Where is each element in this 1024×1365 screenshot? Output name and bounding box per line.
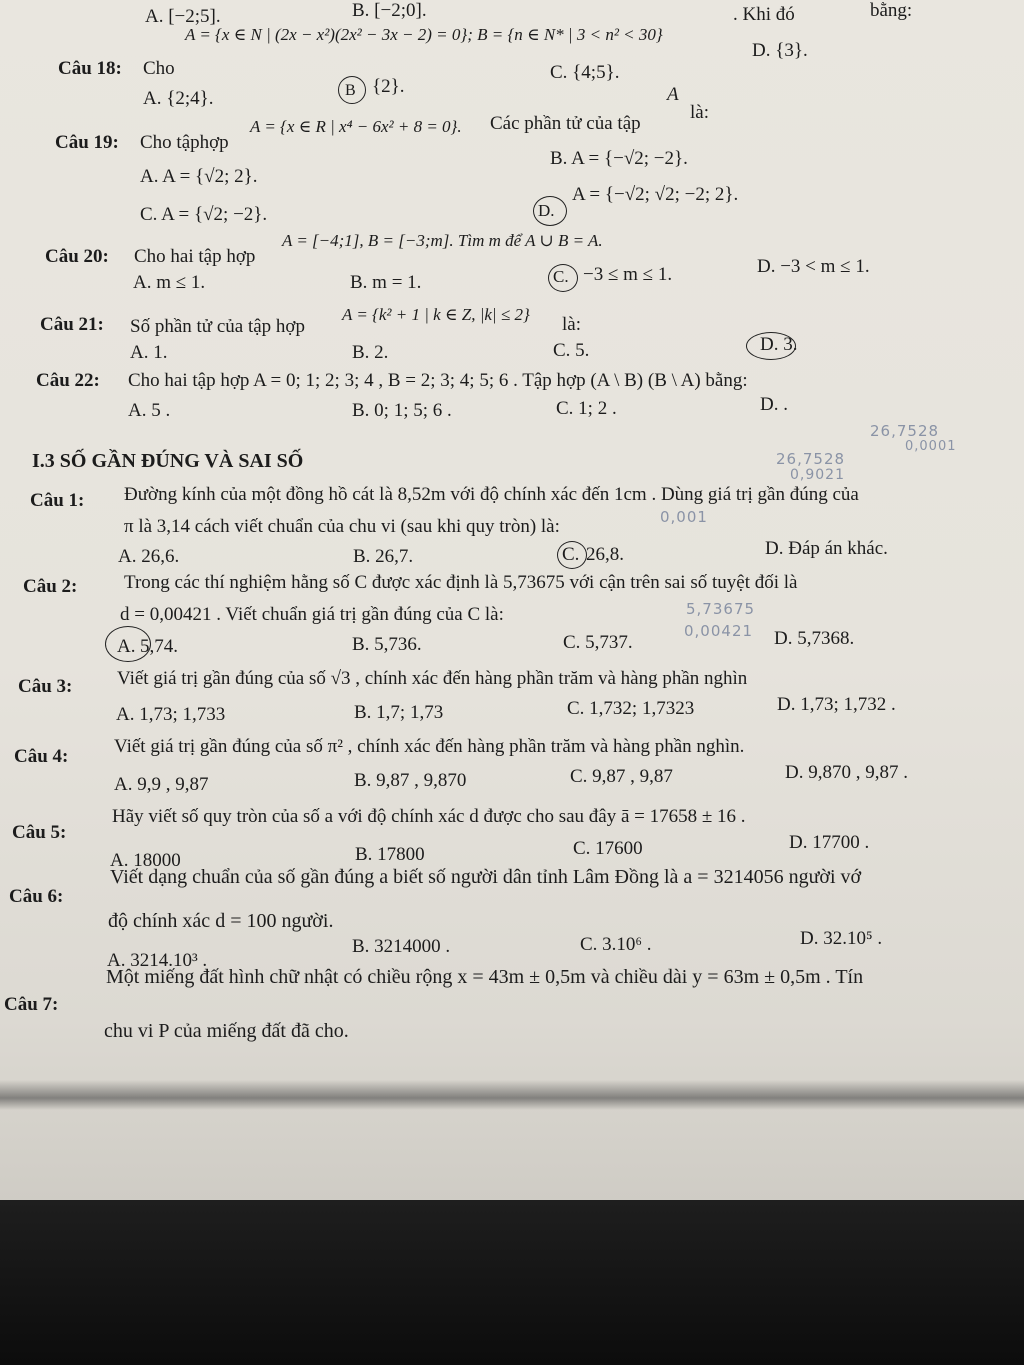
q21-lead: Số phần tử của tập hợp xyxy=(130,316,305,337)
c2-option-b: B. 5,736. xyxy=(352,634,422,655)
c1-option-d: D. Đáp án khác. xyxy=(765,538,888,559)
c2-line-1: Trong các thí nghiệm hằng số C được xác định là 5,73675 với cận trên sai số tuyệt đối là xyxy=(124,572,798,593)
q22-option-b: B. 0; 1; 5; 6 . xyxy=(352,400,452,421)
q18-option-b: {2}. xyxy=(372,76,405,97)
c1-option-c: 26,8. xyxy=(586,544,624,565)
c4-label: Câu 4: xyxy=(14,746,69,767)
c6-option-b: B. 3214000 . xyxy=(352,936,451,957)
c1-line-1: Đường kính của một đồng hồ cát là 8,52m với độ chính xác đến 1cm . Dùng giá trị gần đúng của xyxy=(124,484,859,505)
q21-option-c: C. 5. xyxy=(553,340,590,361)
c3-line-1: Viết giá trị gần đúng của số √3 , chính xác đến hàng phần trăm và hàng phần nghìn xyxy=(117,668,748,689)
section-title: I.3 SỐ GẦN ĐÚNG VÀ SAI SỐ xyxy=(32,450,304,472)
c1-option-b: B. 26,7. xyxy=(353,546,414,567)
handwritten-note-4: 0,9021 xyxy=(790,467,845,483)
c6-option-d: D. 32.10⁵ . xyxy=(800,928,883,949)
c5-option-d: D. 17700 . xyxy=(789,832,870,853)
c3-option-b: B. 1,7; 1,73 xyxy=(354,702,444,723)
c6-option-c: C. 3.10⁶ . xyxy=(580,934,652,955)
handwritten-note-1: 26,7528 xyxy=(870,422,940,440)
q19-option-d-letter: D. xyxy=(538,201,555,220)
q19-tail: Các phần tử của tập xyxy=(490,113,641,134)
q18-option-b-letter: B xyxy=(345,82,356,99)
q20-label: Câu 20: xyxy=(45,246,109,267)
q22-option-d: D. . xyxy=(760,394,788,415)
c2-option-a-letter: A. xyxy=(117,636,136,657)
dark-background xyxy=(0,1200,1024,1365)
q22-option-c: C. 1; 2 . xyxy=(556,398,617,419)
q19-option-c: C. A = {√2; −2}. xyxy=(140,204,268,225)
q18-lead: Cho xyxy=(143,58,175,79)
q18-label: Câu 18: xyxy=(58,58,122,79)
c4-option-c: C. 9,87 , 9,87 xyxy=(570,766,673,787)
c1-option-a: A. 26,6. xyxy=(118,546,180,567)
c3-option-d: D. 1,73; 1,732 . xyxy=(777,694,896,715)
c5-option-a: A. 18000 xyxy=(110,850,181,871)
q21-label: Câu 21: xyxy=(40,314,104,335)
c5-option-b: B. 17800 xyxy=(355,844,425,865)
q19-stem: A = {x ∈ R | x⁴ − 6x² + 8 = 0}. xyxy=(250,117,462,136)
handwritten-note-6: 5,73675 xyxy=(686,600,756,618)
c1-line-2: π là 3,14 cách viết chuẩn của chu vi (sau khi quy tròn) là: xyxy=(124,516,560,537)
top-khi-do: . Khi đó xyxy=(733,4,795,25)
q19-label: Câu 19: xyxy=(55,132,119,153)
q21-tail: là: xyxy=(562,314,581,335)
c2-option-d: D. 5,7368. xyxy=(774,628,855,649)
c6-label: Câu 6: xyxy=(9,886,64,907)
c6-line-1: Viết dạng chuẩn của số gần đúng a biết số người dân tỉnh Lâm Đồng là a = 3214056 người vớ xyxy=(110,866,862,888)
q20-stem: A = [−4;1], B = [−3;m]. Tìm m để A ∪ B = A. xyxy=(282,231,603,250)
c5-line-1: Hãy viết số quy tròn của số a với độ chính xác d được cho sau đây ā = 17658 ± 16 . xyxy=(112,806,746,827)
page-fold-shadow xyxy=(0,1080,1024,1110)
q20-option-c: −3 ≤ m ≤ 1. xyxy=(583,264,673,285)
q18-option-d: D. {3}. xyxy=(752,40,808,61)
c4-line-1: Viết giá trị gần đúng của số π² , chính xác đến hàng phần trăm và hàng phần nghìn. xyxy=(114,736,745,757)
c2-option-c: C. 5,737. xyxy=(563,632,633,653)
q22-label: Câu 22: xyxy=(36,370,100,391)
q19-tail-end: là: xyxy=(690,102,709,123)
c2-label: Câu 2: xyxy=(23,576,78,597)
c5-label: Câu 5: xyxy=(12,822,67,843)
c3-option-a: A. 1,73; 1,733 xyxy=(116,704,226,725)
handwritten-note-5: 0,001 xyxy=(660,508,708,526)
q20-option-d: D. −3 < m ≤ 1. xyxy=(757,256,870,277)
handwritten-note-7: 0,00421 xyxy=(684,622,754,640)
c6-line-2: độ chính xác d = 100 người. xyxy=(108,910,334,932)
handwritten-note-2: 0,0001 xyxy=(905,439,957,454)
c7-label: Câu 7: xyxy=(4,994,59,1015)
q19-option-b: B. A = {−√2; −2}. xyxy=(550,148,688,169)
q20-option-c-letter: C. xyxy=(553,267,569,286)
q22-option-a: A. 5 . xyxy=(128,400,171,421)
c2-line-2: d = 0,00421 . Viết chuẩn giá trị gần đúng của C là: xyxy=(120,604,504,625)
c1-option-c-letter: C. xyxy=(562,544,580,565)
c7-line-2: chu vi P của miếng đất đã cho. xyxy=(104,1020,349,1042)
handwritten-note-3: 26,7528 xyxy=(776,450,846,468)
c7-line-1: Một miếng đất hình chữ nhật có chiều rộng x = 43m ± 0,5m và chiều dài y = 63m ± 0,5m . Tín xyxy=(106,966,864,988)
q18-option-a: A. {2;4}. xyxy=(143,88,214,109)
q21-option-b: B. 2. xyxy=(352,342,389,363)
q19-option-a: A. A = {√2; 2}. xyxy=(140,166,258,187)
c3-label: Câu 3: xyxy=(18,676,73,697)
top-bang: bằng: xyxy=(870,0,913,21)
q20-lead: Cho hai tập hợp xyxy=(134,246,256,267)
q20-option-a: A. m ≤ 1. xyxy=(133,272,206,293)
q18-option-c: C. {4;5}. xyxy=(550,62,620,83)
c4-option-b: B. 9,87 , 9,870 xyxy=(354,770,467,791)
q20-option-b: B. m = 1. xyxy=(350,272,422,293)
top-option-a: A. [−2;5]. xyxy=(145,6,221,27)
c2-option-a: 5,74. xyxy=(140,636,178,657)
c4-option-d: D. 9,870 , 9,87 . xyxy=(785,762,908,783)
c4-option-a: A. 9,9 , 9,87 xyxy=(114,774,209,795)
top-option-b: B. [−2;0]. xyxy=(352,0,427,21)
q22-stem: Cho hai tập hợp A = 0; 1; 2; 3; 4 , B = 2; 3; 4; 5; 6 . Tập hợp (A \ B) (B \ A) bằng: xyxy=(128,370,748,391)
q19-tail-var: A xyxy=(667,84,679,105)
q21-option-d: D. 3. xyxy=(760,334,798,355)
q21-stem: A = {k² + 1 | k ∈ Z, |k| ≤ 2} xyxy=(342,305,530,324)
c5-option-c: C. 17600 xyxy=(573,838,643,859)
q19-lead: Cho tậphợp xyxy=(140,132,229,153)
q19-option-d: A = {−√2; √2; −2; 2}. xyxy=(572,184,739,205)
c1-label: Câu 1: xyxy=(30,490,85,511)
c3-option-c: C. 1,732; 1,7323 xyxy=(567,698,695,719)
q18-stem: A = {x ∈ N | (2x − x²)(2x² − 3x − 2) = 0}; B = {n ∈ N* | 3 < n² < 30} xyxy=(185,25,663,44)
c6-option-a: A. 3214.10³ . xyxy=(107,950,208,971)
q21-option-a: A. 1. xyxy=(130,342,168,363)
